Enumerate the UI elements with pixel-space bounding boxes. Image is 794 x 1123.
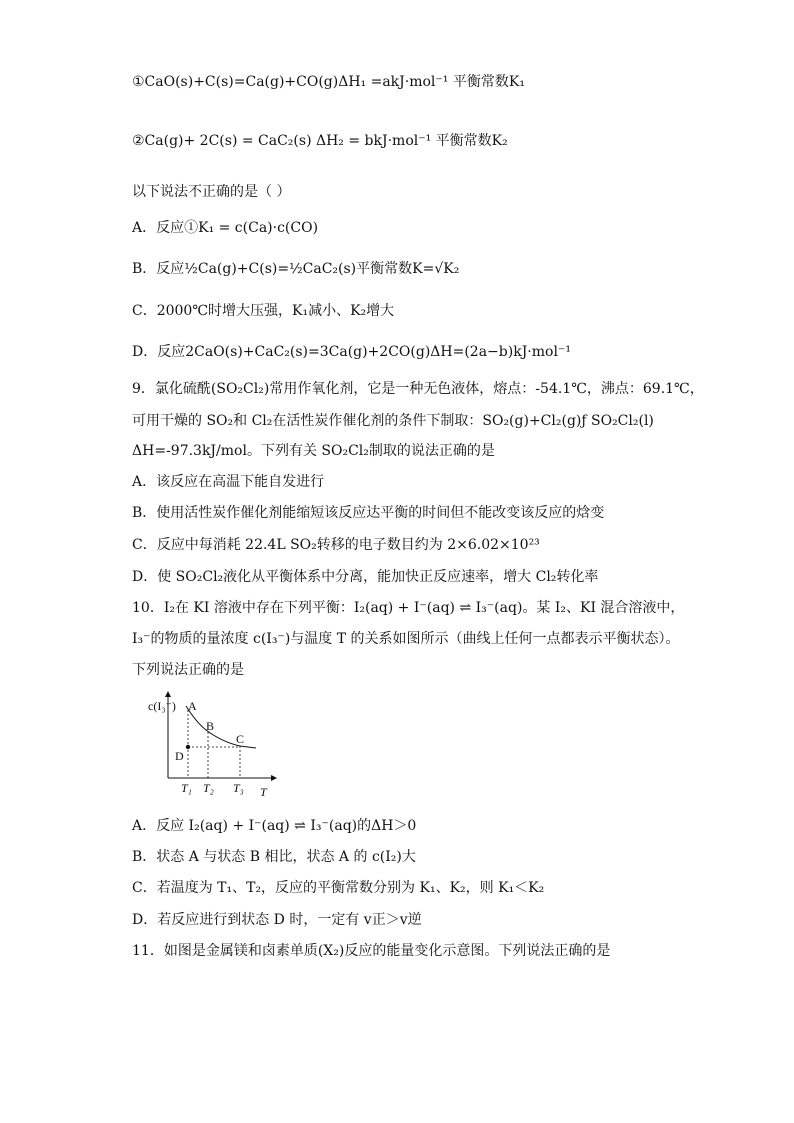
q9-option-a: A．该反应在高温下能自发进行 (132, 474, 325, 490)
q9-stem-line1: 9．氯化硫酰(SO₂Cl₂)常用作氧化剂，它是一种无色液体，熔点：-54.1℃，沸点：69.1℃， (132, 381, 704, 397)
point-d (186, 745, 190, 749)
q9-option-d: D．使 SO₂Cl₂液化从平衡体系中分离，能加快正反应速率，增大 Cl₂转化率 (132, 569, 599, 585)
q8-option-c: C．2000℃时增大压强，K₁减小、K₂增大 (132, 303, 395, 319)
concentration-temperature-chart (148, 690, 288, 800)
equation-1: ①CaO(s)+C(s)=Ca(g)+CO(g)ΔH₁ =akJ·mol⁻¹ 平衡常数K₁ (132, 74, 525, 90)
q10-option-d: D．若反应进行到状态 D 时，一定有 v正＞v逆 (132, 912, 422, 928)
tick-t1: T₁ (181, 781, 192, 795)
point-c-label: C (236, 732, 245, 746)
q9-stem-line2: 可用干燥的 SO₂和 Cl₂在活性炭作催化剂的条件下制取：SO₂(g)+Cl₂(g)ƒ SO₂Cl₂(l) (132, 413, 654, 429)
q10-option-b: B．状态 A 与状态 B 相比，状态 A 的 c(I₂)大 (132, 849, 416, 865)
q10-stem-line2: I₃⁻的物质的量浓度 c(I₃⁻)与温度 T 的关系如图所示（曲线上任何一点都表示平衡状态）。 (132, 631, 680, 647)
q10-option-c: C．若温度为 T₁、T₂，反应的平衡常数分别为 K₁、K₂，则 K₁＜K₂ (132, 880, 545, 896)
q11-stem: 11．如图是金属镁和卤素单质(X₂)反应的能量变化示意图。下列说法正确的是 (132, 943, 611, 959)
q10-stem-line1: 10．I₂在 KI 溶液中存在下列平衡：I₂(aq) + I⁻(aq) ⇌ I₃⁻(aq)。某 I₂、KI 混合溶液中， (132, 600, 685, 616)
point-b-label: B (206, 719, 215, 733)
q8-stem: 以下说法不正确的是（ ） (132, 184, 291, 200)
y-axis-label: c(I₃⁻) (148, 699, 176, 713)
q10-option-a: A．反应 I₂(aq) + I⁻(aq) ⇌ I₃⁻(aq)的ΔH＞0 (132, 818, 417, 834)
tick-t2: T₂ (203, 781, 214, 795)
q9-stem-line3: ΔH=-97.3kJ/mol。下列有关 SO₂Cl₂制取的说法正确的是 (132, 443, 495, 459)
q9-option-c: C．反应中每消耗 22.4L SO₂转移的电子数目约为 2×6.02×10²³ (132, 537, 540, 553)
point-a-label: A (188, 699, 197, 713)
point-d-label: D (175, 749, 184, 763)
q8-option-d: D．反应2CaO(s)+CaC₂(s)=3Ca(g)+2CO(g)ΔH=(2a−b)kJ·mol⁻¹ (132, 344, 571, 360)
tick-t3: T₃ (233, 781, 244, 795)
equation-2: ②Ca(g)+ 2C(s) = CaC₂(s) ΔH₂ = bkJ·mol⁻¹ 平衡常数K₂ (132, 133, 508, 149)
q8-option-a: A．反应①K₁ = c(Ca)·c(CO) (132, 220, 319, 236)
x-axis-label: T (260, 785, 267, 799)
q8-option-b: B．反应½Ca(g)+C(s)=½CaC₂(s)平衡常数K=√K₂ (132, 261, 460, 277)
q10-stem-line3: 下列说法正确的是 (132, 662, 244, 678)
q9-option-b: B．使用活性炭作催化剂能缩短该反应达平衡的时间但不能改变该反应的焓变 (132, 505, 605, 521)
